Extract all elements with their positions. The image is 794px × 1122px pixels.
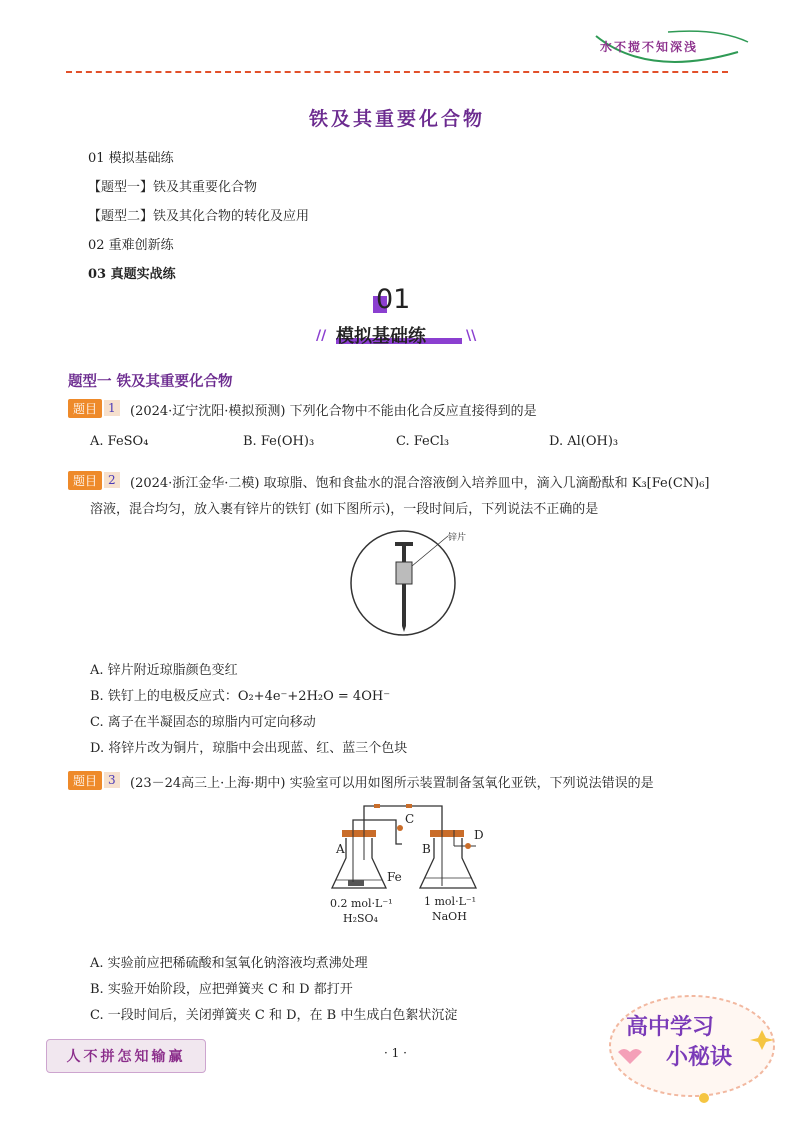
footer-motto: 人不拼怎知输赢 [46,1039,206,1073]
section-name: 模拟基础练 [336,322,426,348]
clamp-c-label: C [405,812,415,826]
zinc-label: 锌片 [448,533,467,543]
q2-option-a: A. 锌片附近琼脂颜色变红 [90,663,238,678]
q3-text: (23－24高三上·上海·期中) 实验室可以用如图所示装置制备氢氧化亚铁，下列说法错误的是 [130,776,654,791]
q1-option-b: B. Fe(OH)₃ [243,434,315,449]
q3-option-a: A. 实验前应把稀硫酸和氢氧化钠溶液均煮沸处理 [90,956,368,971]
fe-label: Fe [387,870,402,884]
flask-b-label: B [422,842,431,856]
toc-item-1: 01 模拟基础练 [88,151,174,166]
toc-item-2: 【题型一】铁及其重要化合物 [88,180,258,195]
left-solution-label: H₂SO₄ [343,912,378,925]
right-conc-label: 1 mol·L⁻¹ [424,895,477,908]
q2-label: 题目 2 [68,470,120,490]
q2-option-b: B. 铁钉上的电极反应式：O₂+4e⁻+2H₂O = 4OH⁻ [90,689,391,704]
badge-line1: 高中学习 [626,1015,715,1040]
right-solution-label: NaOH [432,910,467,923]
flask-a-label: A [336,842,345,856]
q2-text-line2: 溶液，混合均匀，放入裹有锌片的铁钉 (如下图所示)，一段时间后，下列说法不正确的是 [90,502,599,517]
q1-option-c: C. FeCl₃ [396,434,450,449]
slash-decor-right: \\ [466,328,477,344]
q3-option-c: C. 一段时间后，关闭弹簧夹 C 和 D，在 B 中生成白色絮状沉淀 [90,1008,458,1023]
toc-item-4: 02 重难创新练 [88,238,174,253]
page-title: 铁及其重要化合物 [308,108,485,130]
left-conc-label: 0.2 mol·L⁻¹ [330,897,393,910]
q1-text: (2024·辽宁沈阳·模拟预测) 下列化合物中不能由化合反应直接得到的是 [130,404,537,419]
toc-item-5: 03 真题实战练 [88,267,176,282]
q3-option-b: B. 实验开始阶段，应把弹簧夹 C 和 D 都打开 [90,982,353,997]
q3-label: 题目 3 [68,770,120,790]
q2-text-line1: (2024·浙江金华·二模) 取琼脂、饱和食盐水的混合溶液倒入培养皿中，滴入几滴酚酞和 K₃[Fe(CN)₆] [130,476,710,491]
petri-dish-figure [346,528,476,638]
slash-decor-left: // [316,328,327,344]
badge-line2: 小秘诀 [666,1045,733,1070]
section-number: 01 [376,284,410,315]
type-heading: 题型一 铁及其重要化合物 [68,374,233,390]
toc-item-3: 【题型二】铁及其化合物的转化及应用 [88,209,310,224]
header-divider [66,71,728,73]
clamp-d-label: D [474,828,484,842]
header-motto: 水不搅不知深浅 [600,40,699,54]
q1-option-a: A. FeSO₄ [90,434,149,449]
q2-option-d: D. 将锌片改为铜片，琼脂中会出现蓝、红、蓝三个色块 [90,741,408,756]
q1-option-d: D. Al(OH)₃ [549,434,619,449]
q2-option-c: C. 离子在半凝固态的琼脂内可定向移动 [90,715,316,730]
page-number: · 1 · [384,1046,407,1060]
q1-label: 题目 1 [68,398,120,418]
